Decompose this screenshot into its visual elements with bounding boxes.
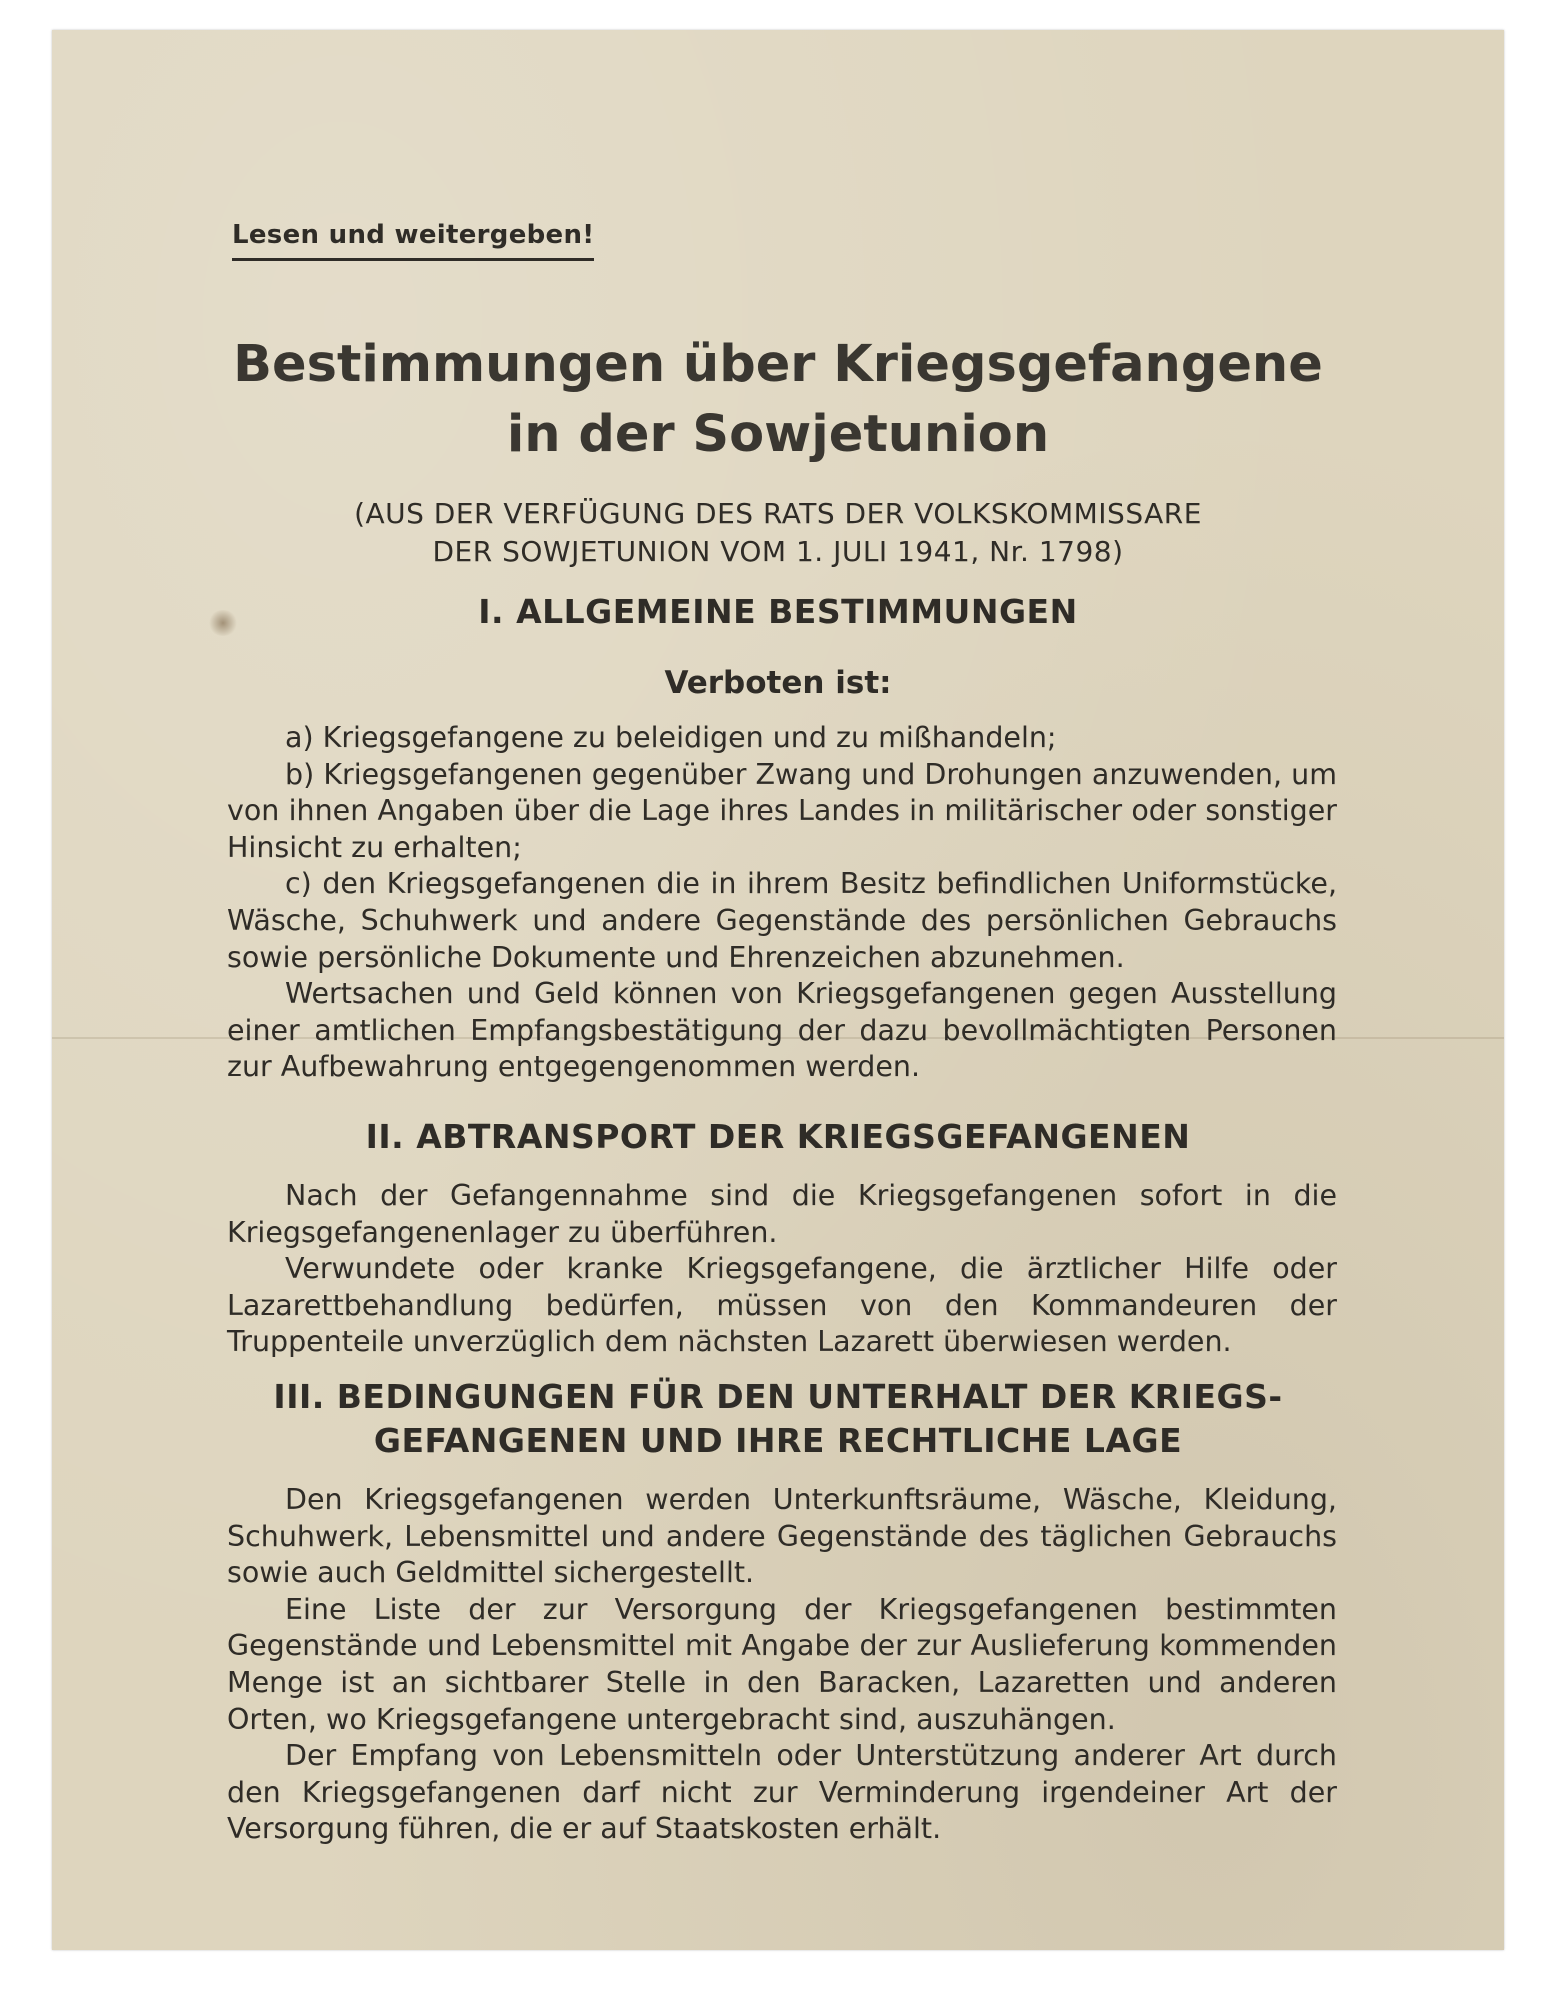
document-subtitle (52, 495, 1504, 571)
section-3-heading-line-1: III. BEDINGUNGEN FÜR DEN UNTERHALT DER KRIEGS- (273, 1377, 1283, 1416)
section-3-paragraph: Den Kriegsgefangenen werden Unterkunftsräume, Wäsche, Kleidung, Schuhwerk, Lebensmittel und andere Gegenstände des täglichen Gebrauchs sowie auch Geldmittel sichergestellt. (227, 1483, 1337, 1590)
document-sheet (52, 30, 1504, 1950)
section-1-paragraph: b) Kriegsgefangenen gegenüber Zwang und Drohungen anzuwenden, um von ihnen Angaben über die Lage ihres Landes in militärischer oder sonstiger Hinsicht zu erhalten; (227, 757, 1337, 864)
title-line-2: in der Sowjetunion (506, 405, 1050, 464)
section-2-body (227, 1178, 1337, 1361)
section-3-heading (52, 1375, 1504, 1463)
subtitle-line-2: DER SOWJETUNION VOM 1. JULI 1941, Nr. 1798) (432, 535, 1124, 568)
subtitle-line-1: (AUS DER VERFÜGUNG DES RATS DER VOLKSKOMMISSARE (354, 497, 1202, 530)
section-1-paragraph: c) den Kriegsgefangenen die in ihrem Besitz befindlichen Uniformstücke, Wäsche, Schuhwerk und andere Gegenstände des persönlichen Gebrauchs sowie persönliche Dokumente und Ehrenzeichen abzunehmen. (227, 867, 1337, 974)
section-1-body (227, 720, 1337, 1086)
section-1-paragraph: Wertsachen und Geld können von Kriegsgefangenen gegen Ausstellung einer amtlichen Empfangsbestätigung der dazu bevollmächtigten Personen zur Aufbewahrung entgegengenommen werden. (227, 977, 1337, 1084)
section-1-subheading: Verboten ist: (664, 665, 892, 701)
section-3-paragraph: Der Empfang von Lebensmitteln oder Unterstützung anderer Art durch den Kriegsgefangenen darf nicht zur Verminderung irgendeiner Art der Versorgung führen, die er auf Staatskosten erhält. (227, 1739, 1337, 1846)
section-2-paragraph: Verwundete oder kranke Kriegsgefangene, die ärztlicher Hilfe oder Lazarettbehandlung bedürfen, müssen von den Kommandeuren der Truppenteile unverzüglich dem nächsten Lazarett überwiesen werden. (227, 1252, 1337, 1359)
section-1-heading: I. ALLGEMEINE BESTIMMUNGEN (478, 592, 1078, 631)
header-note: Lesen und weitergeben! (232, 220, 594, 261)
document-title (52, 330, 1504, 470)
section-2-heading: II. ABTRANSPORT DER KRIEGSGEFANGENEN (365, 1117, 1191, 1156)
section-2-paragraph: Nach der Gefangennahme sind die Kriegsgefangenen sofort in die Kriegsgefangenenlager zu überführen. (227, 1179, 1337, 1249)
section-3-heading-line-2: GEFANGENEN UND IHRE RECHTLICHE LAGE (373, 1421, 1183, 1460)
section-3-body (227, 1482, 1337, 1848)
title-line-1: Bestimmungen über Kriegsgefangene (233, 335, 1323, 394)
section-1-paragraph: a) Kriegsgefangene zu beleidigen und zu mißhandeln; (285, 721, 1057, 754)
section-3-paragraph: Eine Liste der zur Versorgung der Kriegsgefangenen bestimmten Gegenstände und Lebensmittel mit Angabe der zur Auslieferung kommenden Menge ist an sichtbarer Stelle in den Baracken, Lazaretten und anderen Orten, wo Kriegsgefangene untergebracht sind, auszuhängen. (227, 1592, 1337, 1736)
